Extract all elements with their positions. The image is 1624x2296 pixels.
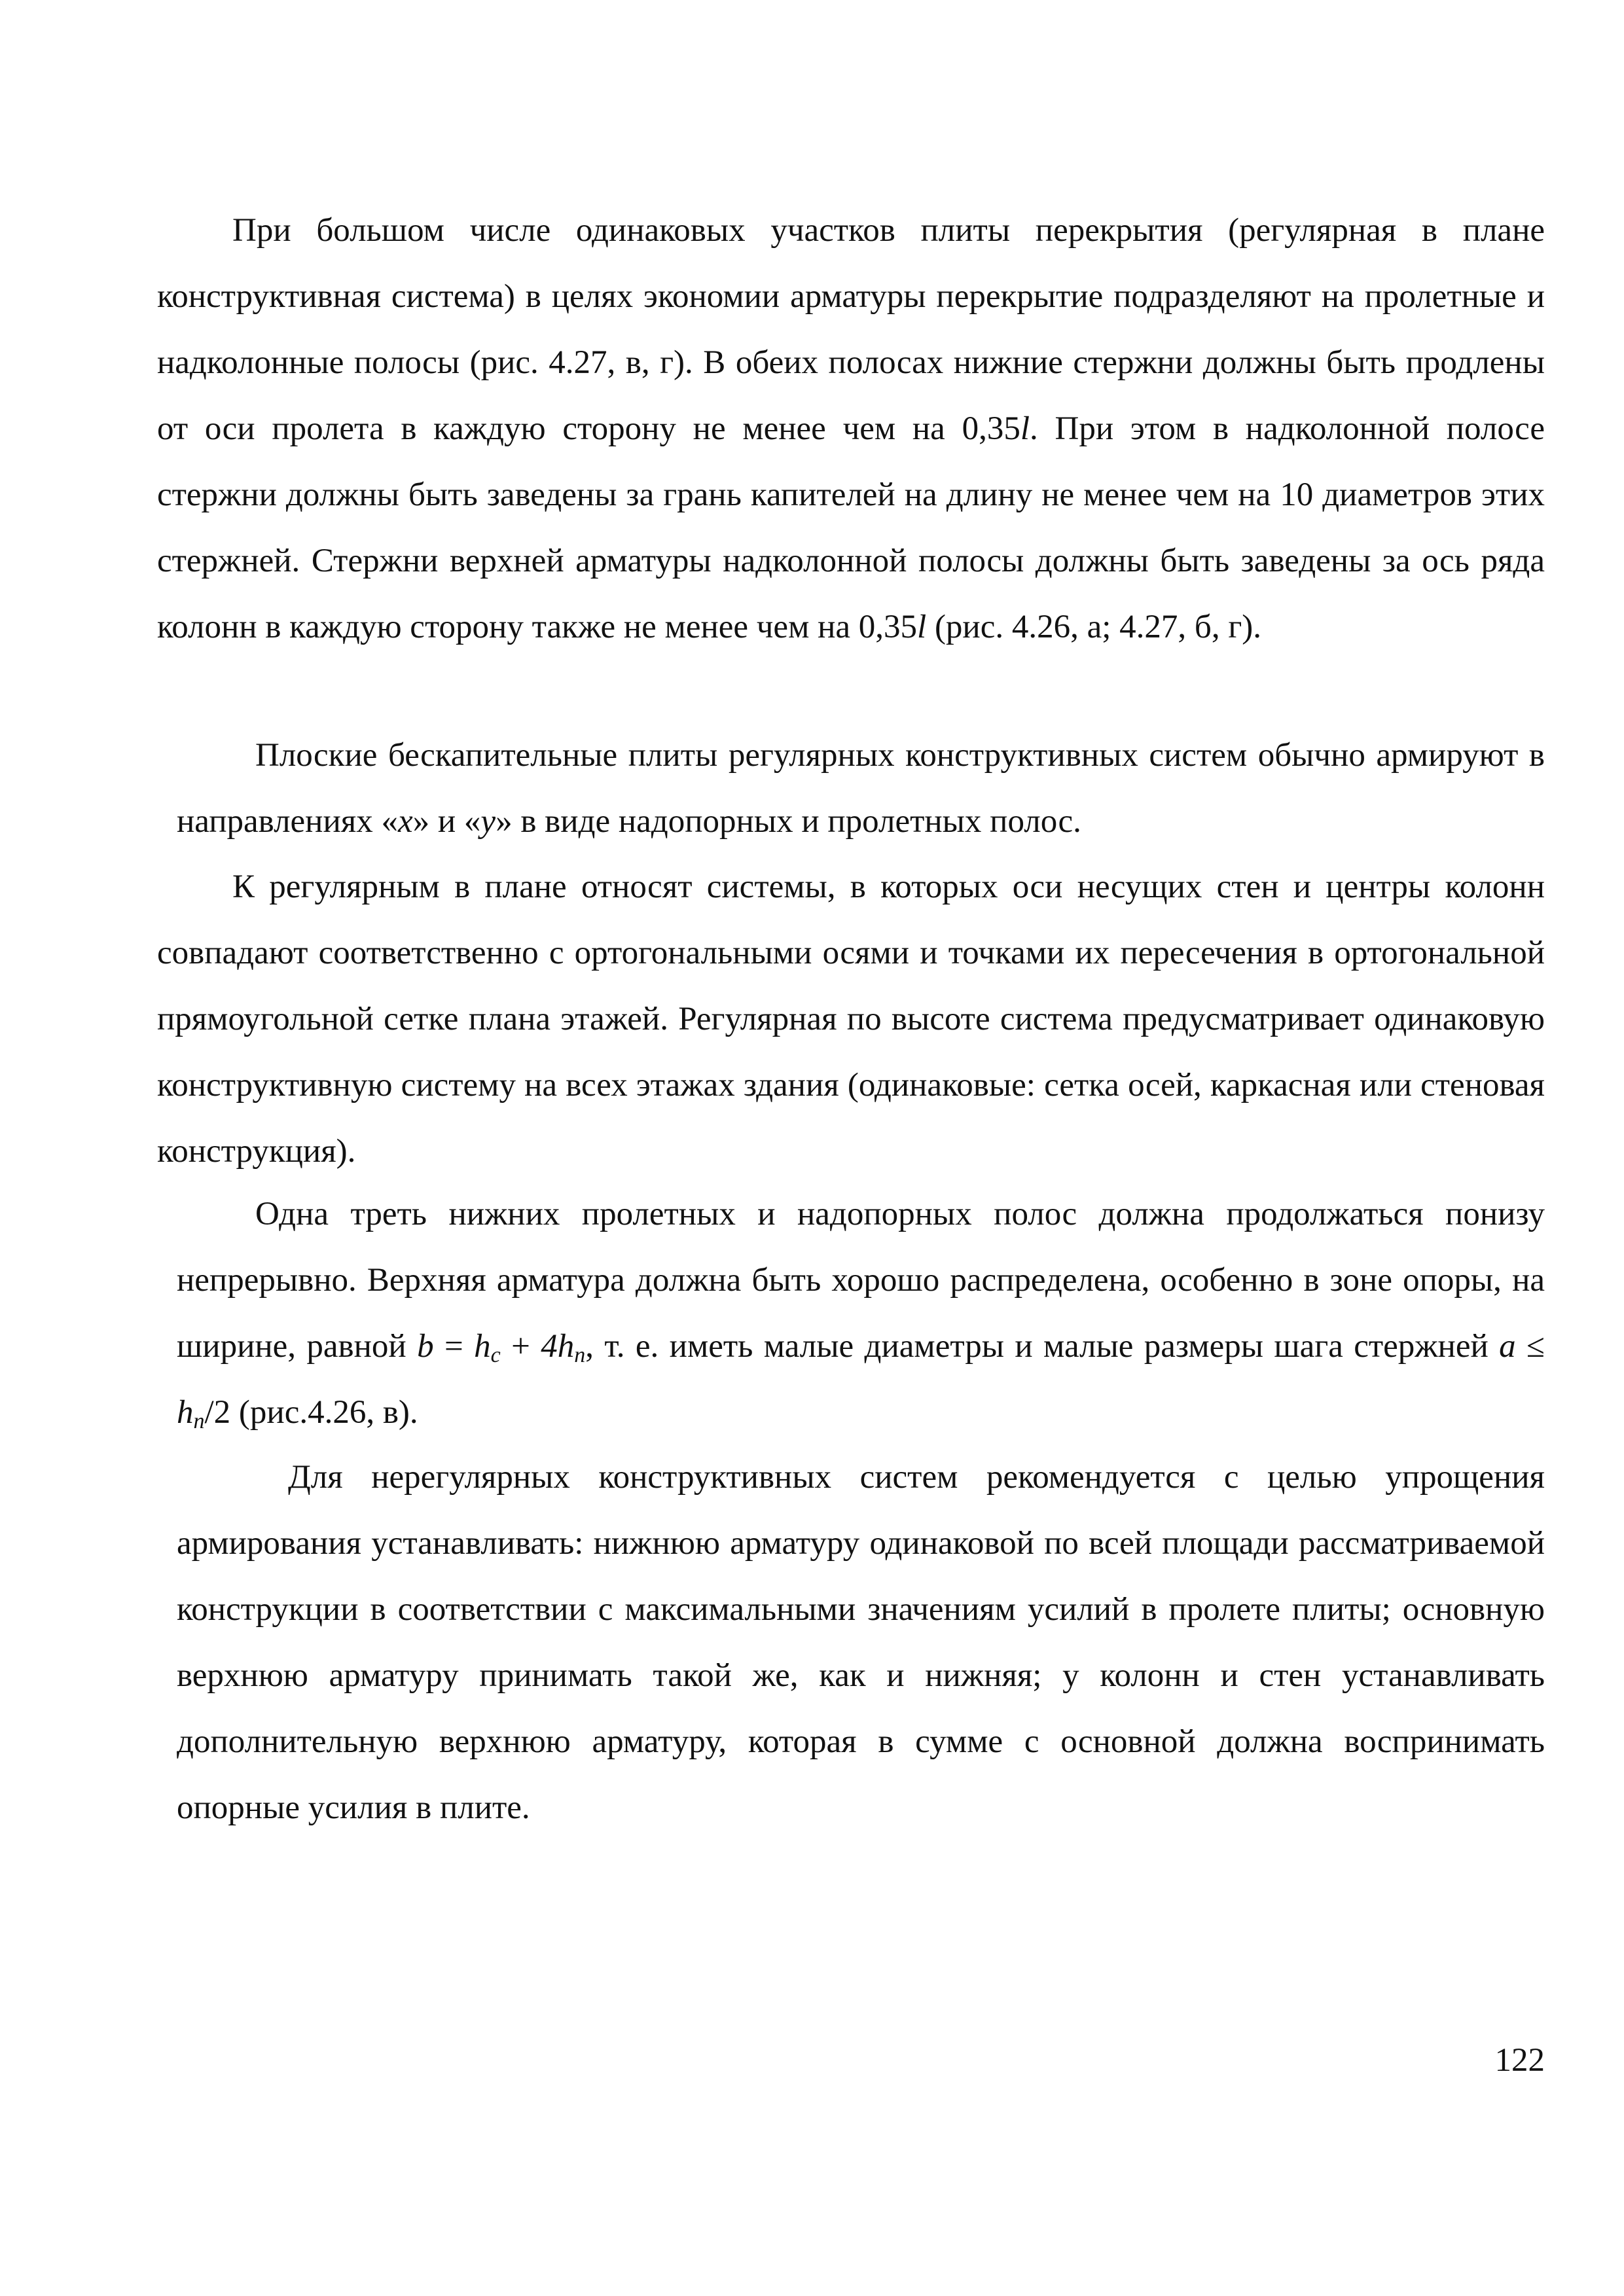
page-number: 122: [1494, 2042, 1545, 2079]
formula-subscript: c: [490, 1343, 501, 1367]
paragraph-text: , т. е. иметь малые диаметры и малые размеры шага стержней: [585, 1328, 1500, 1365]
formula-a: a: [1499, 1328, 1516, 1365]
paragraph-text: (рис. 4.26, а; 4.27, б, г).: [926, 609, 1262, 645]
axis-x-symbol: x: [397, 803, 413, 840]
span-symbol: l: [1020, 410, 1030, 447]
paragraph-text: . При этом в надколонной полосе стержни должны быть заведены за грань капителей на длину не менее чем на 10 диаметров этих стержней. Стержни верхней арматуры надколонной полосы должны быть заведены за ось ряда колонн в каждую сторону также не менее чем на 0,35: [157, 410, 1545, 645]
paragraph-slab-strips: [157, 198, 1545, 660]
axis-y-symbol: y: [480, 803, 496, 840]
paragraph-text: » и «: [412, 803, 481, 840]
formula-operator: +: [500, 1328, 541, 1365]
paragraph-regular-systems: [157, 854, 1545, 1185]
paragraph-text: Плоские бескапительные плиты регулярных конструктивных систем обычно армируют в направлениях «: [177, 737, 1545, 840]
paragraph-text: При большом числе одинаковых участков плиты перекрытия (регулярная в плане конструктивная система) в целях экономии арматуры перекрытие подразделяют на пролетные и надколонные полосы (рис. 4.27, в, г). В обеих полосах нижние стержни должны быть продлены от оси пролета в каждую сторону не менее чем на 0,35: [157, 212, 1545, 447]
formula-h: h: [177, 1394, 194, 1431]
formula-operator: ≤: [1515, 1328, 1545, 1365]
paragraph-text: Одна треть нижних пролетных и надопорных полос должна продолжаться понизу непрерывно. Верхняя арматура должна быть хорошо распределена, особенно в зоне опоры, на ширине, равной: [177, 1196, 1545, 1365]
span-symbol: l: [917, 609, 927, 645]
paragraph-bottom-strips: [177, 1181, 1545, 1446]
paragraph-text: /2 (рис.4.26, в).: [204, 1394, 418, 1431]
paragraph-text: » в виде надопорных и пролетных полос.: [496, 803, 1081, 840]
paragraph-text: К регулярным в плане относят системы, в которых оси несущих стен и центры колонн совпадают соответственно с ортогональными осями и точками их пересечения в ортогональной прямоугольной сетке плана этажей. Регулярная по высоте система предусматривает одинаковую конструктивную систему на всех этажах здания (одинаковые: сетка осей, каркасная или стеновая конструкция).: [157, 869, 1545, 1170]
paragraph-flat-slabs: [177, 723, 1545, 855]
paragraph-irregular-systems: [177, 1444, 1545, 1841]
formula-subscript: n: [574, 1343, 586, 1367]
formula-h: h: [474, 1328, 491, 1365]
formula-4h: 4h: [541, 1328, 575, 1365]
formula-b: b: [417, 1328, 434, 1365]
paragraph-text: Для нерегулярных конструктивных систем рекомендуется с целью упрощения армирования устанавливать: нижнюю арматуру одинаковой по всей площади рассматриваемой конструкции в соответствии с максимальными значениям усилий в пролете плиты; основную верхнюю арматуру принимать такой же, как и нижняя; у колонн и стен устанавливать дополнительную верхнюю арматуру, которая в сумме с основной должна воспринимать опорные усилия в плите.: [177, 1459, 1545, 1826]
formula-subscript: n: [193, 1409, 205, 1433]
formula-operator: =: [433, 1328, 475, 1365]
